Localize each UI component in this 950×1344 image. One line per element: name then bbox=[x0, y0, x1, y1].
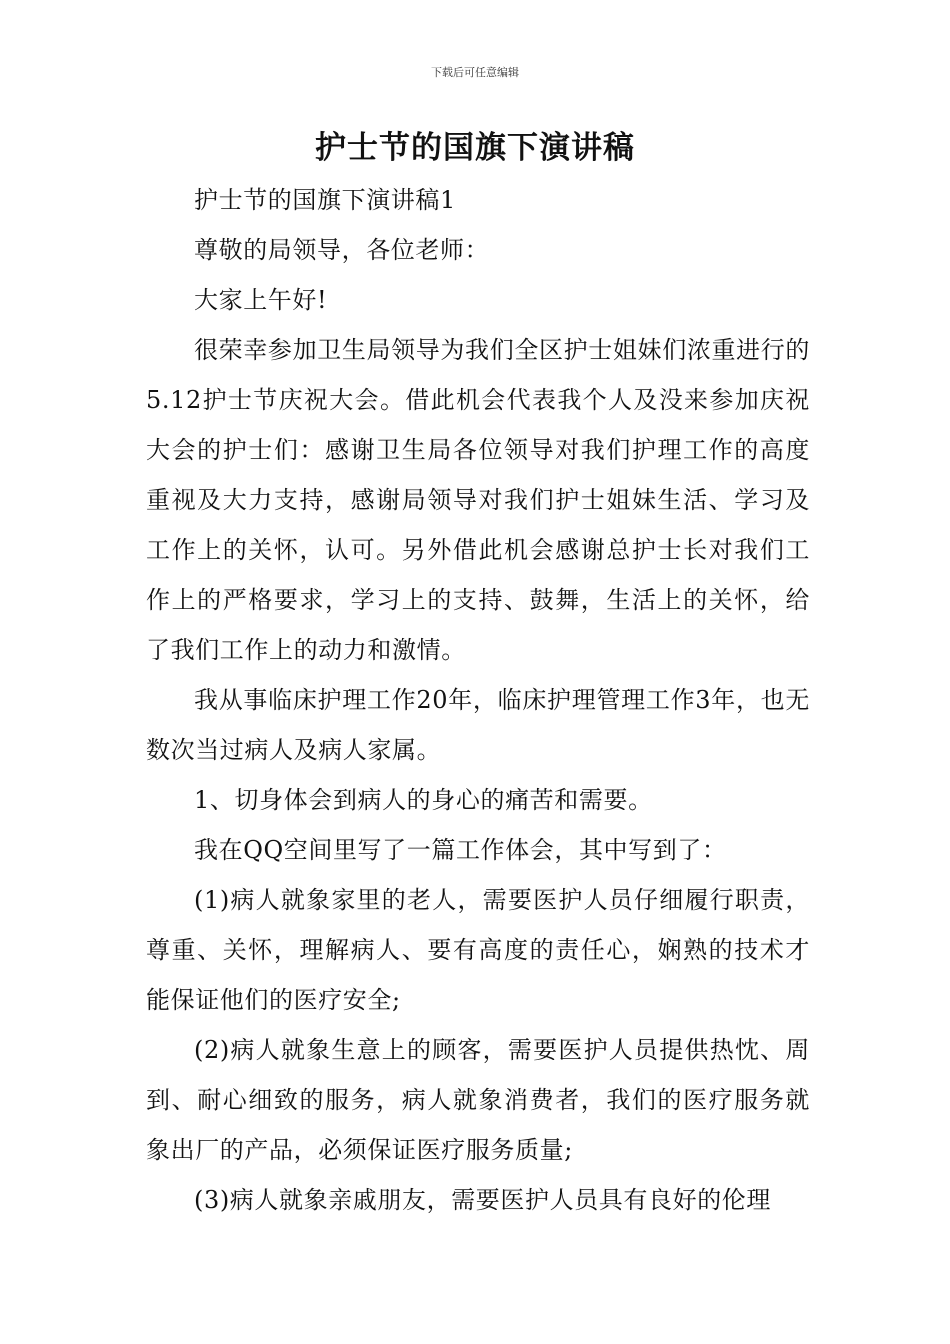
paragraph-item-2: (2)病人就象生意上的顾客，需要医护人员提供热忱、周到、耐心细致的服务，病人就象消费者，我们的医疗服务就象出厂的产品，必须保证医疗服务质量; bbox=[146, 1036, 810, 1164]
document-body bbox=[146, 175, 810, 1225]
paragraph-thanks: 很荣幸参加卫生局领导为我们全区护士姐妹们浓重进行的5.12护士节庆祝大会。借此机会代表我个人及没来参加庆祝大会的护士们：感谢卫生局各位领导对我们护理工作的高度重视及大力支持，感谢局领导对我们护士姐妹生活、学习及工作上的关怀，认可。另外借此机会感谢总护士长对我们工作上的严格要求，学习上的支持、鼓舞，生活上的关怀，给了我们工作上的动力和激情。 bbox=[146, 336, 810, 664]
paragraph-experience: 我从事临床护理工作20年，临床护理管理工作3年，也无数次当过病人及病人家属。 bbox=[146, 686, 810, 764]
paragraph-subtitle: 护士节的国旗下演讲稿1 bbox=[194, 186, 456, 214]
paragraph-item-1: (1)病人就象家里的老人，需要医护人员仔细履行职责，尊重、关怀，理解病人、要有高度的责任心，娴熟的技术才能保证他们的医疗安全; bbox=[146, 886, 810, 1014]
paragraph-greeting: 大家上午好! bbox=[194, 286, 328, 314]
paragraph-item-3: (3)病人就象亲戚朋友，需要医护人员具有良好的伦理 bbox=[194, 1186, 771, 1214]
paragraph-salutation: 尊敬的局领导，各位老师： bbox=[194, 236, 490, 264]
paragraph-qq-note: 我在QQ空间里写了一篇工作体会，其中写到了： bbox=[194, 836, 727, 864]
paragraph-point-1: 1、切身体会到病人的身心的痛苦和需要。 bbox=[194, 786, 653, 814]
document-title: 护士节的国旗下演讲稿 bbox=[315, 130, 635, 166]
header-note: 下载后可任意编辑 bbox=[431, 66, 519, 79]
